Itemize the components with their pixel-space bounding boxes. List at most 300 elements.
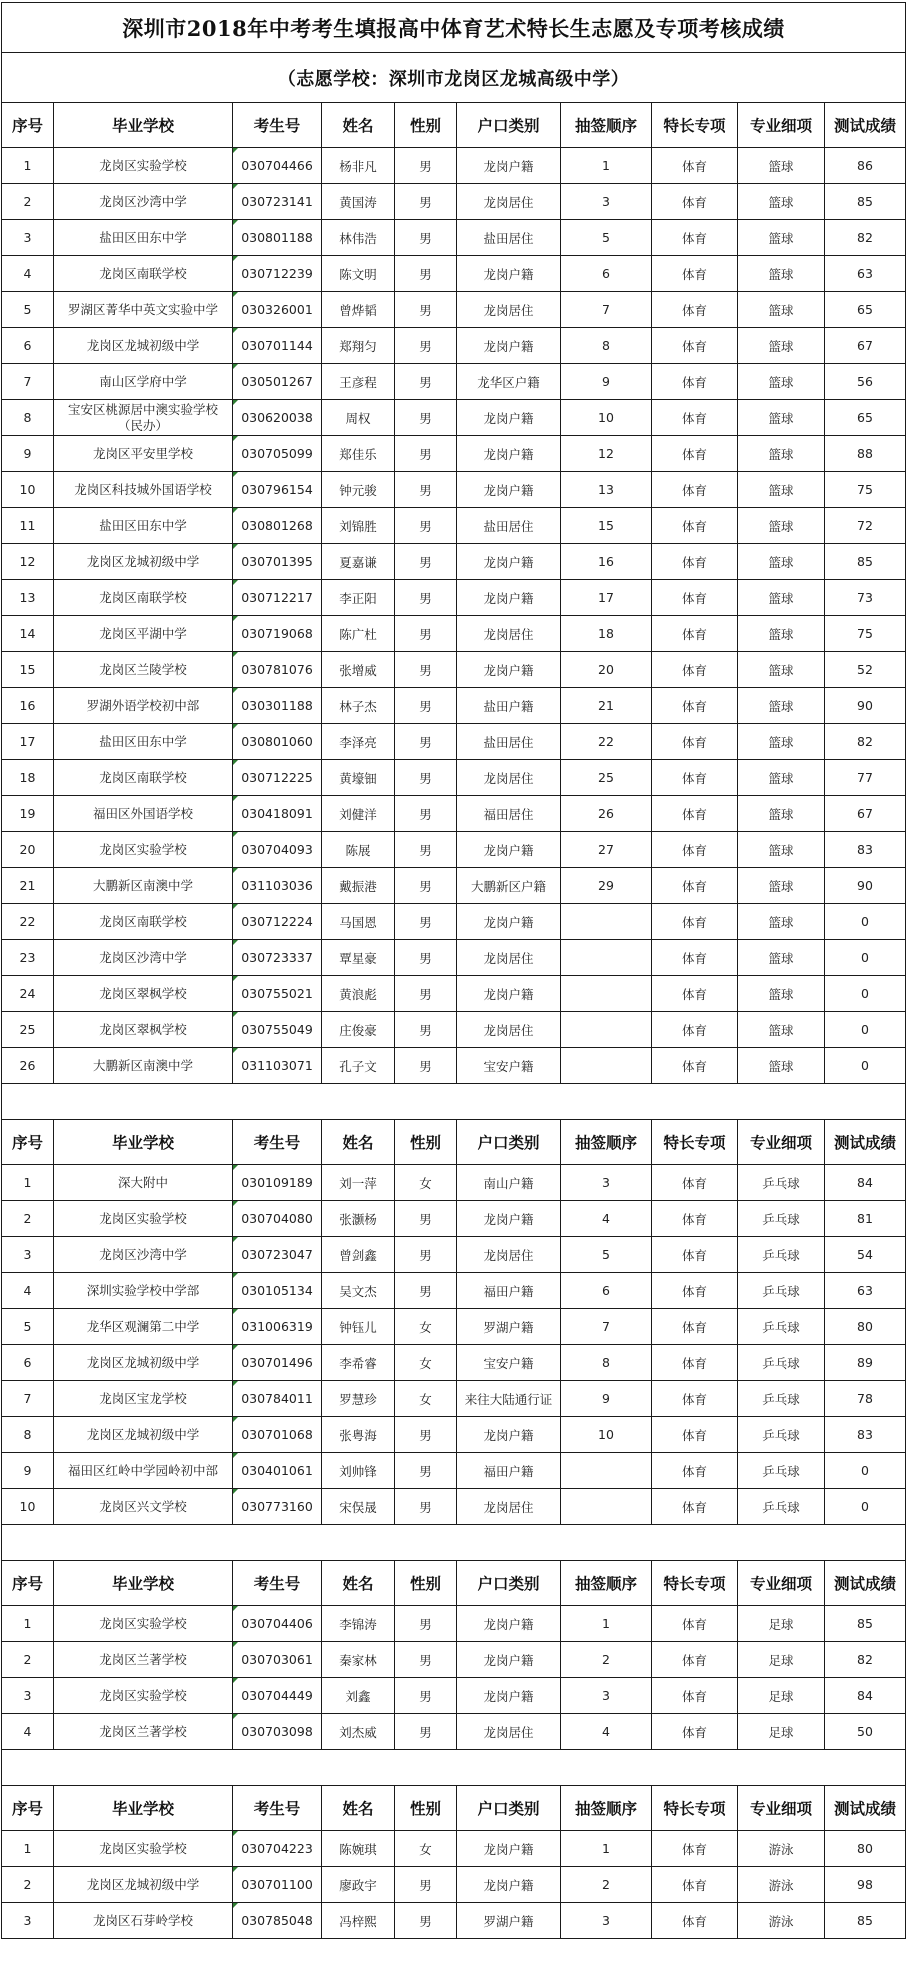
column-header-sub-item: 专业细项 (738, 1561, 825, 1606)
cell-seq: 25 (2, 1012, 54, 1048)
column-header-specialty: 特长专项 (652, 1120, 738, 1165)
table-row (2, 1012, 906, 1048)
cell-draw-order: 5 (561, 220, 652, 256)
column-header-score: 测试成绩 (825, 1786, 906, 1831)
cell-exam-id: 030719068 (233, 616, 322, 652)
column-header-specialty: 特长专项 (652, 1786, 738, 1831)
table-row (2, 1453, 906, 1489)
cell-specialty: 体育 (652, 400, 738, 436)
table-row (2, 220, 906, 256)
cell-specialty: 体育 (652, 1309, 738, 1345)
cell-draw-order: 20 (561, 652, 652, 688)
cell-hukou: 龙岗居住 (457, 1237, 561, 1273)
cell-draw-order: 4 (561, 1201, 652, 1237)
cell-name: 李泽亮 (322, 724, 395, 760)
cell-score: 83 (825, 1417, 906, 1453)
cell-school: 龙岗区龙城初级中学 (54, 328, 233, 364)
cell-school: 龙岗区兰陵学校 (54, 652, 233, 688)
cell-gender: 男 (395, 1273, 457, 1309)
cell-sub-item: 篮球 (738, 328, 825, 364)
column-header-gender: 性别 (395, 1561, 457, 1606)
cell-gender: 男 (395, 508, 457, 544)
cell-specialty: 体育 (652, 1201, 738, 1237)
cell-draw-order: 2 (561, 1642, 652, 1678)
cell-name: 林子杰 (322, 688, 395, 724)
cell-gender: 男 (395, 1417, 457, 1453)
cell-sub-item: 乒乓球 (738, 1201, 825, 1237)
cell-name: 周权 (322, 400, 395, 436)
cell-exam-id: 030801268 (233, 508, 322, 544)
cell-school: 龙岗区龙城初级中学 (54, 1417, 233, 1453)
cell-exam-id: 030704466 (233, 148, 322, 184)
cell-gender: 男 (395, 1678, 457, 1714)
cell-sub-item: 篮球 (738, 724, 825, 760)
cell-score: 72 (825, 508, 906, 544)
spacer-cell (2, 1750, 906, 1786)
column-header-gender: 性别 (395, 103, 457, 148)
cell-school: 龙岗区平安里学校 (54, 436, 233, 472)
cell-score: 77 (825, 760, 906, 796)
cell-score: 82 (825, 724, 906, 760)
cell-exam-id: 030704449 (233, 1678, 322, 1714)
cell-school: 龙岗区翠枫学校 (54, 1012, 233, 1048)
cell-sub-item: 篮球 (738, 796, 825, 832)
cell-score: 75 (825, 472, 906, 508)
cell-hukou: 龙岗户籍 (457, 1678, 561, 1714)
cell-name: 刘一萍 (322, 1165, 395, 1201)
cell-seq: 2 (2, 1642, 54, 1678)
cell-sub-item: 篮球 (738, 544, 825, 580)
cell-draw-order: 12 (561, 436, 652, 472)
cell-exam-id: 030701395 (233, 544, 322, 580)
header-row (2, 1561, 906, 1606)
cell-specialty: 体育 (652, 796, 738, 832)
cell-score: 67 (825, 796, 906, 832)
cell-specialty: 体育 (652, 148, 738, 184)
cell-seq: 11 (2, 508, 54, 544)
cell-name: 陈展 (322, 832, 395, 868)
cell-hukou: 龙岗户籍 (457, 904, 561, 940)
cell-exam-id: 030712217 (233, 580, 322, 616)
cell-school: 南山区学府中学 (54, 364, 233, 400)
column-header-score: 测试成绩 (825, 1561, 906, 1606)
cell-name: 黄浪彪 (322, 976, 395, 1012)
cell-name: 罗慧珍 (322, 1381, 395, 1417)
cell-hukou: 福田居住 (457, 796, 561, 832)
cell-name: 廖政宇 (322, 1867, 395, 1903)
cell-name: 冯梓熙 (322, 1903, 395, 1939)
cell-seq: 4 (2, 1714, 54, 1750)
cell-seq: 1 (2, 148, 54, 184)
cell-score: 85 (825, 1903, 906, 1939)
cell-gender: 男 (395, 1237, 457, 1273)
cell-hukou: 龙岗户籍 (457, 472, 561, 508)
cell-name: 李正阳 (322, 580, 395, 616)
cell-school: 福田区外国语学校 (54, 796, 233, 832)
cell-school: 龙岗区南联学校 (54, 904, 233, 940)
cell-exam-id: 030701496 (233, 1345, 322, 1381)
cell-specialty: 体育 (652, 1903, 738, 1939)
cell-sub-item: 篮球 (738, 184, 825, 220)
cell-exam-id: 030704093 (233, 832, 322, 868)
cell-gender: 男 (395, 796, 457, 832)
cell-hukou: 龙岗户籍 (457, 1642, 561, 1678)
cell-gender: 男 (395, 940, 457, 976)
column-header-hukou: 户口类别 (457, 1561, 561, 1606)
cell-draw-order: 6 (561, 1273, 652, 1309)
table-row (2, 940, 906, 976)
cell-specialty: 体育 (652, 1867, 738, 1903)
spacer-cell (2, 1525, 906, 1561)
table-row (2, 364, 906, 400)
cell-seq: 14 (2, 616, 54, 652)
cell-hukou: 龙岗户籍 (457, 1831, 561, 1867)
cell-specialty: 体育 (652, 544, 738, 580)
cell-gender: 男 (395, 328, 457, 364)
cell-name: 孔子文 (322, 1048, 395, 1084)
cell-seq: 19 (2, 796, 54, 832)
table-row (2, 1048, 906, 1084)
cell-sub-item: 足球 (738, 1642, 825, 1678)
cell-draw-order: 8 (561, 1345, 652, 1381)
cell-seq: 24 (2, 976, 54, 1012)
column-header-draw-order: 抽签顺序 (561, 1786, 652, 1831)
cell-gender: 男 (395, 580, 457, 616)
cell-name: 刘锦胜 (322, 508, 395, 544)
cell-specialty: 体育 (652, 508, 738, 544)
cell-seq: 6 (2, 1345, 54, 1381)
cell-name: 刘杰威 (322, 1714, 395, 1750)
cell-score: 85 (825, 544, 906, 580)
cell-specialty: 体育 (652, 1345, 738, 1381)
cell-name: 张灏杨 (322, 1201, 395, 1237)
cell-exam-id: 031103036 (233, 868, 322, 904)
table-row (2, 1831, 906, 1867)
cell-seq: 21 (2, 868, 54, 904)
column-header-seq: 序号 (2, 103, 54, 148)
cell-school: 龙岗区实验学校 (54, 148, 233, 184)
cell-hukou: 龙岗户籍 (457, 1201, 561, 1237)
cell-draw-order: 10 (561, 1417, 652, 1453)
cell-score: 73 (825, 580, 906, 616)
cell-specialty: 体育 (652, 1642, 738, 1678)
cell-score: 84 (825, 1165, 906, 1201)
cell-school: 盐田区田东中学 (54, 508, 233, 544)
cell-score: 75 (825, 616, 906, 652)
header-row (2, 1786, 906, 1831)
cell-exam-id: 030620038 (233, 400, 322, 436)
cell-seq: 7 (2, 364, 54, 400)
column-header-score: 测试成绩 (825, 103, 906, 148)
cell-gender: 男 (395, 760, 457, 796)
cell-score: 85 (825, 1606, 906, 1642)
table-row (2, 1867, 906, 1903)
cell-draw-order (561, 1489, 652, 1525)
cell-exam-id: 030712224 (233, 904, 322, 940)
cell-exam-id: 030703061 (233, 1642, 322, 1678)
cell-sub-item: 乒乓球 (738, 1453, 825, 1489)
cell-exam-id: 030703098 (233, 1714, 322, 1750)
cell-school: 龙岗区沙湾中学 (54, 184, 233, 220)
cell-gender: 男 (395, 436, 457, 472)
cell-sub-item: 篮球 (738, 616, 825, 652)
cell-score: 63 (825, 256, 906, 292)
column-header-school: 毕业学校 (54, 1120, 233, 1165)
cell-school: 龙岗区龙城初级中学 (54, 1867, 233, 1903)
cell-exam-id: 030784011 (233, 1381, 322, 1417)
cell-hukou: 福田户籍 (457, 1453, 561, 1489)
table-row (2, 1606, 906, 1642)
table-row (2, 868, 906, 904)
cell-gender: 男 (395, 724, 457, 760)
cell-name: 覃星豪 (322, 940, 395, 976)
cell-seq: 5 (2, 292, 54, 328)
cell-draw-order: 9 (561, 364, 652, 400)
cell-seq: 2 (2, 1867, 54, 1903)
cell-gender: 男 (395, 832, 457, 868)
cell-specialty: 体育 (652, 1012, 738, 1048)
cell-draw-order: 3 (561, 184, 652, 220)
cell-score: 50 (825, 1714, 906, 1750)
column-header-school: 毕业学校 (54, 1786, 233, 1831)
cell-hukou: 龙岗户籍 (457, 1417, 561, 1453)
cell-seq: 4 (2, 1273, 54, 1309)
cell-hukou: 龙岗居住 (457, 292, 561, 328)
cell-exam-id: 030704223 (233, 1831, 322, 1867)
cell-sub-item: 足球 (738, 1714, 825, 1750)
cell-hukou: 龙岗居住 (457, 1489, 561, 1525)
cell-school: 罗湖区菁华中英文实验中学 (54, 292, 233, 328)
cell-school: 盐田区田东中学 (54, 220, 233, 256)
table-row (2, 796, 906, 832)
table-row (2, 724, 906, 760)
cell-hukou: 罗湖户籍 (457, 1903, 561, 1939)
cell-exam-id: 031103071 (233, 1048, 322, 1084)
section-spacer (2, 1750, 906, 1786)
table-row (2, 688, 906, 724)
cell-name: 马国恩 (322, 904, 395, 940)
column-header-specialty: 特长专项 (652, 103, 738, 148)
cell-seq: 4 (2, 256, 54, 292)
cell-gender: 男 (395, 256, 457, 292)
cell-draw-order: 7 (561, 1309, 652, 1345)
cell-school: 深大附中 (54, 1165, 233, 1201)
cell-hukou: 来往大陆通行证 (457, 1381, 561, 1417)
cell-hukou: 盐田户籍 (457, 688, 561, 724)
cell-specialty: 体育 (652, 1606, 738, 1642)
cell-school: 罗湖外语学校初中部 (54, 688, 233, 724)
cell-draw-order: 5 (561, 1237, 652, 1273)
cell-school: 龙岗区实验学校 (54, 832, 233, 868)
cell-sub-item: 乒乓球 (738, 1489, 825, 1525)
table-row (2, 832, 906, 868)
table-row (2, 1903, 906, 1939)
cell-sub-item: 乒乓球 (738, 1417, 825, 1453)
column-header-seq: 序号 (2, 1120, 54, 1165)
cell-specialty: 体育 (652, 292, 738, 328)
spacer-cell (2, 1084, 906, 1120)
cell-exam-id: 030712239 (233, 256, 322, 292)
cell-sub-item: 篮球 (738, 256, 825, 292)
cell-school: 龙岗区沙湾中学 (54, 940, 233, 976)
cell-draw-order: 16 (561, 544, 652, 580)
cell-score: 52 (825, 652, 906, 688)
cell-hukou: 龙岗户籍 (457, 832, 561, 868)
cell-hukou: 罗湖户籍 (457, 1309, 561, 1345)
cell-seq: 13 (2, 580, 54, 616)
cell-hukou: 龙岗居住 (457, 760, 561, 796)
cell-specialty: 体育 (652, 976, 738, 1012)
results-sheet (1, 2, 907, 1939)
column-header-name: 姓名 (322, 1120, 395, 1165)
column-header-exam-id: 考生号 (233, 103, 322, 148)
cell-school: 龙岗区宝龙学校 (54, 1381, 233, 1417)
cell-specialty: 体育 (652, 1453, 738, 1489)
cell-name: 郑翔匀 (322, 328, 395, 364)
table-row (2, 292, 906, 328)
cell-specialty: 体育 (652, 1831, 738, 1867)
cell-specialty: 体育 (652, 220, 738, 256)
table-row (2, 1678, 906, 1714)
cell-seq: 15 (2, 652, 54, 688)
cell-draw-order: 27 (561, 832, 652, 868)
cell-gender: 男 (395, 1606, 457, 1642)
cell-gender: 男 (395, 364, 457, 400)
cell-gender: 男 (395, 1048, 457, 1084)
cell-seq: 12 (2, 544, 54, 580)
column-header-hukou: 户口类别 (457, 1786, 561, 1831)
cell-sub-item: 篮球 (738, 1048, 825, 1084)
cell-specialty: 体育 (652, 940, 738, 976)
cell-gender: 男 (395, 868, 457, 904)
cell-gender: 男 (395, 1489, 457, 1525)
column-header-exam-id: 考生号 (233, 1786, 322, 1831)
cell-seq: 1 (2, 1831, 54, 1867)
cell-gender: 男 (395, 1714, 457, 1750)
cell-sub-item: 篮球 (738, 940, 825, 976)
cell-gender: 男 (395, 1867, 457, 1903)
cell-name: 王彦程 (322, 364, 395, 400)
cell-seq: 26 (2, 1048, 54, 1084)
column-header-hukou: 户口类别 (457, 103, 561, 148)
cell-sub-item: 篮球 (738, 472, 825, 508)
cell-score: 88 (825, 436, 906, 472)
cell-sub-item: 足球 (738, 1606, 825, 1642)
cell-seq: 2 (2, 184, 54, 220)
cell-name: 张粤海 (322, 1417, 395, 1453)
cell-specialty: 体育 (652, 1489, 738, 1525)
cell-school: 龙岗区实验学校 (54, 1678, 233, 1714)
cell-hukou: 宝安户籍 (457, 1345, 561, 1381)
cell-draw-order: 8 (561, 328, 652, 364)
cell-score: 84 (825, 1678, 906, 1714)
table-row (2, 580, 906, 616)
cell-specialty: 体育 (652, 760, 738, 796)
header-row (2, 103, 906, 148)
cell-seq: 20 (2, 832, 54, 868)
cell-name: 陈广杜 (322, 616, 395, 652)
cell-school: 龙华区观澜第二中学 (54, 1309, 233, 1345)
cell-sub-item: 篮球 (738, 1012, 825, 1048)
cell-hukou: 龙岗户籍 (457, 652, 561, 688)
cell-name: 黄国涛 (322, 184, 395, 220)
cell-specialty: 体育 (652, 868, 738, 904)
cell-seq: 8 (2, 1417, 54, 1453)
cell-gender: 男 (395, 544, 457, 580)
cell-gender: 男 (395, 472, 457, 508)
cell-exam-id: 030785048 (233, 1903, 322, 1939)
cell-draw-order (561, 1453, 652, 1489)
cell-hukou: 龙岗户籍 (457, 1867, 561, 1903)
cell-exam-id: 030801060 (233, 724, 322, 760)
cell-sub-item: 篮球 (738, 292, 825, 328)
cell-exam-id: 030773160 (233, 1489, 322, 1525)
cell-exam-id: 031006319 (233, 1309, 322, 1345)
cell-gender: 女 (395, 1309, 457, 1345)
cell-score: 78 (825, 1381, 906, 1417)
cell-seq: 8 (2, 400, 54, 436)
cell-school: 大鹏新区南澳中学 (54, 1048, 233, 1084)
cell-school: 盐田区田东中学 (54, 724, 233, 760)
cell-gender: 男 (395, 1012, 457, 1048)
table-row (2, 148, 906, 184)
cell-school: 龙岗区南联学校 (54, 256, 233, 292)
cell-gender: 女 (395, 1165, 457, 1201)
cell-seq: 7 (2, 1381, 54, 1417)
cell-school: 大鹏新区南澳中学 (54, 868, 233, 904)
cell-draw-order: 22 (561, 724, 652, 760)
cell-exam-id: 030418091 (233, 796, 322, 832)
column-header-seq: 序号 (2, 1786, 54, 1831)
cell-name: 黄壕钿 (322, 760, 395, 796)
table-row (2, 1417, 906, 1453)
cell-specialty: 体育 (652, 832, 738, 868)
cell-specialty: 体育 (652, 1237, 738, 1273)
cell-sub-item: 篮球 (738, 220, 825, 256)
cell-gender: 女 (395, 1381, 457, 1417)
cell-sub-item: 乒乓球 (738, 1309, 825, 1345)
cell-sub-item: 篮球 (738, 688, 825, 724)
cell-seq: 2 (2, 1201, 54, 1237)
page-subtitle: （志愿学校：深圳市龙岗区龙城高级中学） (2, 53, 906, 103)
cell-school: 龙岗区龙城初级中学 (54, 544, 233, 580)
cell-hukou: 盐田居住 (457, 508, 561, 544)
cell-draw-order: 13 (561, 472, 652, 508)
table-row (2, 184, 906, 220)
cell-sub-item: 篮球 (738, 364, 825, 400)
table-row (2, 652, 906, 688)
cell-hukou: 盐田居住 (457, 724, 561, 760)
cell-seq: 22 (2, 904, 54, 940)
column-header-draw-order: 抽签顺序 (561, 1561, 652, 1606)
cell-school: 龙岗区翠枫学校 (54, 976, 233, 1012)
cell-name: 宋俣晟 (322, 1489, 395, 1525)
table-row (2, 436, 906, 472)
cell-exam-id: 030501267 (233, 364, 322, 400)
cell-gender: 男 (395, 652, 457, 688)
cell-specialty: 体育 (652, 1381, 738, 1417)
cell-score: 80 (825, 1831, 906, 1867)
cell-sub-item: 游泳 (738, 1831, 825, 1867)
cell-school: 龙岗区石芽岭学校 (54, 1903, 233, 1939)
table-row (2, 1273, 906, 1309)
cell-name: 刘鑫 (322, 1678, 395, 1714)
cell-exam-id: 030326001 (233, 292, 322, 328)
cell-draw-order: 26 (561, 796, 652, 832)
cell-score: 85 (825, 184, 906, 220)
cell-sub-item: 篮球 (738, 832, 825, 868)
cell-name: 夏嘉谦 (322, 544, 395, 580)
